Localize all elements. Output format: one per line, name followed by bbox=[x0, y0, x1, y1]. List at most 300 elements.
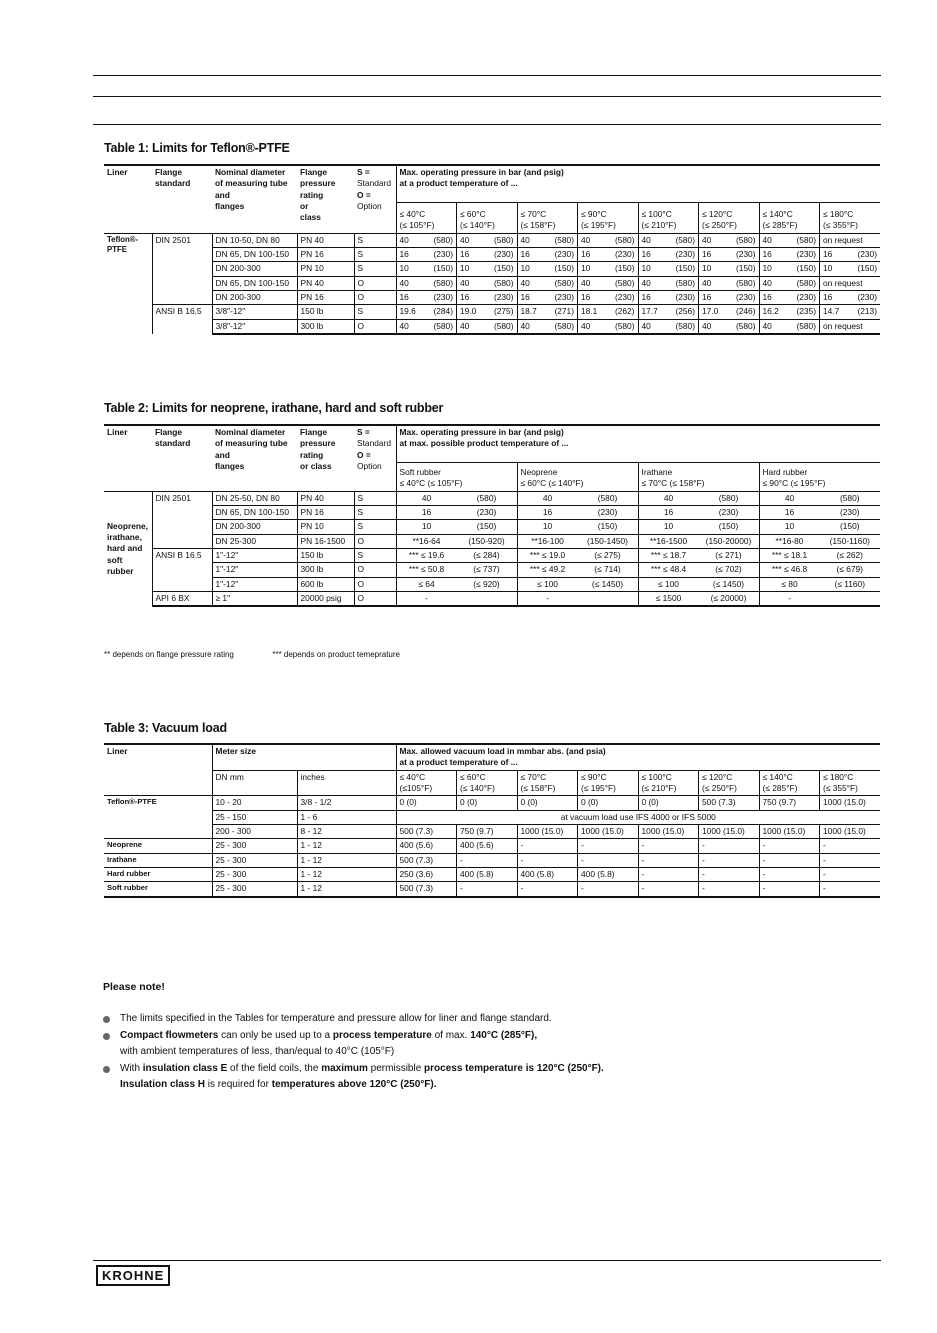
standard-option-cell: O bbox=[354, 276, 396, 290]
nominal-diameter-cell: 3/8"-12" bbox=[212, 319, 297, 334]
pressure-rating-header: Flange pressure rating or class bbox=[297, 425, 354, 491]
nominal-diameter-header: Nominal diameter of measuring tube and flanges bbox=[212, 165, 297, 233]
psig-value-cell: (≤ 20000) bbox=[699, 592, 760, 607]
vacuum-value-cell: 500 (7.3) bbox=[396, 853, 457, 867]
psig-value-cell: (230) bbox=[699, 506, 760, 520]
pressure-value-cell: 40 (580) bbox=[699, 233, 760, 247]
pressure-value-cell: 16 (230) bbox=[820, 291, 881, 305]
vacuum-value-cell: - bbox=[759, 882, 820, 897]
temperature-header: ≤ 60°C (≤ 140°F) bbox=[457, 203, 518, 234]
header-rule-1 bbox=[93, 75, 881, 76]
meter-size-header: Meter size bbox=[212, 744, 396, 770]
liner-header: Liner bbox=[104, 165, 152, 233]
psig-value-cell bbox=[457, 592, 518, 607]
standard-option-header: S = Standard O = Option bbox=[354, 165, 396, 233]
vacuum-value-cell: - bbox=[578, 839, 639, 853]
pressure-value-cell: 40 (580) bbox=[638, 276, 699, 290]
pressure-value-cell: ≤ 80 bbox=[759, 577, 820, 591]
vacuum-value-cell: 1000 (15.0) bbox=[699, 825, 760, 839]
pressure-value-cell: 40 (580) bbox=[638, 319, 699, 334]
nominal-diameter-cell: DN 65, DN 100-150 bbox=[212, 276, 297, 290]
pressure-value-cell: 40 (580) bbox=[759, 233, 820, 247]
psig-value-cell: (580) bbox=[457, 491, 518, 505]
notes-title: Please note! bbox=[103, 981, 165, 993]
vacuum-value-cell: 1000 (15.0) bbox=[759, 825, 820, 839]
temperature-header: ≤ 180°C (≤ 355°F) bbox=[820, 770, 881, 796]
temperature-header: ≤ 40°C (≤105°F) bbox=[396, 770, 457, 796]
notes-list bbox=[103, 1011, 604, 1094]
nominal-diameter-cell: 3/8"-12" bbox=[212, 305, 297, 319]
table3-title: Table 3: Vacuum load bbox=[104, 721, 227, 735]
pressure-rating-cell: 20000 psig bbox=[297, 592, 354, 607]
pressure-value-cell: 16 (230) bbox=[578, 248, 639, 262]
pressure-value-cell: - bbox=[517, 592, 578, 607]
temperature-header: ≤ 120°C (≤ 250°F) bbox=[699, 203, 760, 234]
pressure-value-cell: 16 bbox=[517, 506, 578, 520]
pressure-value-cell: *** ≤ 48.4 bbox=[638, 563, 699, 577]
pressure-rating-cell: 300 lb bbox=[297, 319, 354, 334]
table-row bbox=[104, 868, 880, 882]
pressure-value-cell: 40 (580) bbox=[759, 319, 820, 334]
pressure-rating-cell: 150 lb bbox=[297, 305, 354, 319]
psig-value-cell: (≤ 1450) bbox=[699, 577, 760, 591]
pressure-value-cell: 19.6 (284) bbox=[396, 305, 457, 319]
psig-value-cell: (≤ 284) bbox=[457, 549, 518, 563]
psig-value-cell: (150) bbox=[578, 520, 639, 534]
standard-option-cell: S bbox=[354, 520, 396, 534]
vacuum-value-cell: - bbox=[759, 853, 820, 867]
pressure-value-cell: 40 bbox=[396, 491, 457, 505]
temperature-header: ≤ 120°C (≤ 250°F) bbox=[699, 770, 760, 796]
temperature-header: ≤ 100°C (≤ 210°F) bbox=[638, 770, 699, 796]
vacuum-value-cell: - bbox=[517, 839, 578, 853]
standard-option-cell: O bbox=[354, 319, 396, 334]
pressure-value-cell: - bbox=[759, 592, 820, 607]
header-rule-3 bbox=[93, 124, 881, 125]
pressure-rating-cell: PN 16 bbox=[297, 248, 354, 262]
liner-cell: Hard rubber bbox=[104, 868, 212, 882]
standard-option-cell: O bbox=[354, 291, 396, 305]
dn-mm-header: DN mm bbox=[212, 770, 297, 796]
inches-cell: 1 - 12 bbox=[297, 882, 396, 897]
table-row bbox=[104, 491, 880, 505]
pressure-value-cell: 16 (230) bbox=[759, 248, 820, 262]
nominal-diameter-cell: DN 25-50, DN 80 bbox=[212, 491, 297, 505]
liner-header: Liner bbox=[104, 425, 152, 491]
pressure-value-cell: 16 (230) bbox=[396, 248, 457, 262]
standard-option-cell: O bbox=[354, 592, 396, 607]
vacuum-value-cell: - bbox=[699, 868, 760, 882]
pressure-value-cell: 10 bbox=[638, 520, 699, 534]
nominal-diameter-cell: DN 65, DN 100-150 bbox=[212, 506, 297, 520]
table-row bbox=[104, 262, 880, 276]
bullet-icon bbox=[103, 1033, 110, 1040]
inches-cell: 1 - 12 bbox=[297, 853, 396, 867]
vacuum-value-cell: - bbox=[578, 882, 639, 897]
pressure-rating-cell: PN 40 bbox=[297, 233, 354, 247]
nominal-diameter-cell: DN 10-50, DN 80 bbox=[212, 233, 297, 247]
table-header-row bbox=[104, 744, 880, 770]
flange-standard-cell: ANSI B 16.5 bbox=[152, 305, 212, 334]
vacuum-value-cell: 0 (0) bbox=[457, 796, 518, 810]
max-pressure-header: Max. operating pressure in bar (and psig) at max. possible product temperature of ... bbox=[396, 425, 880, 463]
table2 bbox=[104, 424, 880, 607]
pressure-rating-cell: PN 16-1500 bbox=[297, 534, 354, 548]
vacuum-value-cell: 500 (7.3) bbox=[699, 796, 760, 810]
pressure-rating-cell: PN 10 bbox=[297, 262, 354, 276]
header-rule-2 bbox=[93, 96, 881, 97]
pressure-value-cell: 16.2 (235) bbox=[759, 305, 820, 319]
psig-value-cell: (230) bbox=[820, 506, 881, 520]
pressure-value-cell: 40 bbox=[759, 491, 820, 505]
temperature-header: ≤ 40°C (≤ 105°F) bbox=[396, 203, 457, 234]
psig-value-cell: (150-1450) bbox=[578, 534, 639, 548]
table-header-row bbox=[104, 425, 880, 463]
vacuum-value-cell: 250 (3.6) bbox=[396, 868, 457, 882]
inches-cell: 1 - 6 bbox=[297, 810, 396, 824]
pressure-value-cell: 10 (150) bbox=[396, 262, 457, 276]
pressure-value-cell: 40 bbox=[638, 491, 699, 505]
pressure-value-cell: 18.7 (271) bbox=[517, 305, 578, 319]
inches-cell: 1 - 12 bbox=[297, 839, 396, 853]
table-row bbox=[104, 305, 880, 319]
pressure-value-cell: 16 (230) bbox=[699, 291, 760, 305]
inches-cell: 3/8 - 1/2 bbox=[297, 796, 396, 810]
table2-title: Table 2: Limits for neoprene, irathane, hard and soft rubber bbox=[104, 401, 444, 415]
pressure-value-cell: **16-1500 bbox=[638, 534, 699, 548]
inches-cell: 1 - 12 bbox=[297, 868, 396, 882]
vacuum-value-cell: - bbox=[820, 839, 881, 853]
standard-option-cell: S bbox=[354, 506, 396, 520]
nominal-diameter-cell: DN 65, DN 100-150 bbox=[212, 248, 297, 262]
pressure-value-cell: 40 (580) bbox=[699, 319, 760, 334]
standard-option-cell: S bbox=[354, 305, 396, 319]
table-row bbox=[104, 839, 880, 853]
psig-value-cell: (580) bbox=[578, 491, 639, 505]
pressure-value-cell: ≤ 100 bbox=[638, 577, 699, 591]
psig-value-cell: (≤ 702) bbox=[699, 563, 760, 577]
standard-option-cell: O bbox=[354, 577, 396, 591]
pressure-value-cell: on request bbox=[820, 233, 881, 247]
vacuum-value-cell: - bbox=[517, 882, 578, 897]
pressure-value-cell: 10 (150) bbox=[578, 262, 639, 276]
psig-value-cell: (150-20000) bbox=[699, 534, 760, 548]
pressure-rating-cell: PN 10 bbox=[297, 520, 354, 534]
standard-option-cell: S bbox=[354, 248, 396, 262]
table-row bbox=[104, 592, 880, 607]
standard-option-cell: S bbox=[354, 491, 396, 505]
vacuum-value-cell: - bbox=[699, 839, 760, 853]
pressure-value-cell: 40 (580) bbox=[638, 233, 699, 247]
vacuum-value-cell: 0 (0) bbox=[396, 796, 457, 810]
pressure-value-cell: 40 (580) bbox=[517, 233, 578, 247]
bullet-icon bbox=[103, 1016, 110, 1023]
liner-group-header: Hard rubber ≤ 90°C (≤ 195°F) bbox=[759, 463, 880, 492]
pressure-value-cell: 10 (150) bbox=[699, 262, 760, 276]
pressure-value-cell: 10 bbox=[759, 520, 820, 534]
note-item-continued: Insulation class H is required for temperatures above 120°C (250°F). bbox=[120, 1079, 437, 1090]
psig-value-cell: (230) bbox=[457, 506, 518, 520]
vacuum-value-cell: 1000 (15.0) bbox=[517, 825, 578, 839]
pressure-value-cell: 10 bbox=[396, 520, 457, 534]
vacuum-value-cell: 0 (0) bbox=[638, 796, 699, 810]
standard-option-cell: O bbox=[354, 563, 396, 577]
table1-title: Table 1: Limits for Teflon®-PTFE bbox=[104, 141, 290, 155]
pressure-value-cell: 16 (230) bbox=[699, 248, 760, 262]
standard-option-cell: S bbox=[354, 549, 396, 563]
table-header-row bbox=[104, 165, 880, 203]
liner-group-header: Soft rubber ≤ 40°C (≤ 105°F) bbox=[396, 463, 517, 492]
vacuum-value-cell: 400 (5.8) bbox=[457, 868, 518, 882]
pressure-value-cell: 17.7 (256) bbox=[638, 305, 699, 319]
liner-cell: Irathane bbox=[104, 853, 212, 867]
pressure-value-cell: 40 (580) bbox=[396, 233, 457, 247]
vacuum-value-cell: 400 (5.6) bbox=[396, 839, 457, 853]
pressure-value-cell: 40 (580) bbox=[396, 276, 457, 290]
liner-cell: Teflon®-PTFE bbox=[104, 796, 212, 839]
nominal-diameter-cell: ≥ 1" bbox=[212, 592, 297, 607]
dn-mm-cell: 10 - 20 bbox=[212, 796, 297, 810]
dn-mm-cell: 200 - 300 bbox=[212, 825, 297, 839]
psig-value-cell: (150) bbox=[820, 520, 881, 534]
pressure-value-cell: 17.0 (246) bbox=[699, 305, 760, 319]
pressure-value-cell: 16 (230) bbox=[578, 291, 639, 305]
vacuum-value-cell: 750 (9.7) bbox=[457, 825, 518, 839]
standard-option-cell: O bbox=[354, 534, 396, 548]
pressure-rating-cell: PN 40 bbox=[297, 491, 354, 505]
nominal-diameter-header: Nominal diameter of measuring tube and flanges bbox=[212, 425, 297, 491]
pressure-rating-cell: 300 lb bbox=[297, 563, 354, 577]
flange-standard-cell: API 6 BX bbox=[152, 592, 212, 607]
max-pressure-header: Max. operating pressure in bar (and psig) at a product temperature of ... bbox=[396, 165, 880, 203]
pressure-value-cell: 40 (580) bbox=[517, 319, 578, 334]
dn-mm-cell: 25 - 300 bbox=[212, 839, 297, 853]
dn-mm-cell: 25 - 300 bbox=[212, 868, 297, 882]
temperature-header: ≤ 90°C (≤ 195°F) bbox=[578, 203, 639, 234]
table-row bbox=[104, 233, 880, 247]
vacuum-value-cell: - bbox=[578, 853, 639, 867]
pressure-value-cell: 18.1 (262) bbox=[578, 305, 639, 319]
pressure-value-cell: on request bbox=[820, 276, 881, 290]
dn-mm-cell: 25 - 300 bbox=[212, 882, 297, 897]
flange-standard-header: Flange standard bbox=[152, 165, 212, 233]
psig-value-cell: (≤ 271) bbox=[699, 549, 760, 563]
nominal-diameter-cell: DN 25-300 bbox=[212, 534, 297, 548]
psig-value-cell: (≤ 1450) bbox=[578, 577, 639, 591]
temperature-header: ≤ 70°C (≤ 158°F) bbox=[517, 203, 578, 234]
flange-standard-cell: ANSI B 16.5 bbox=[152, 549, 212, 592]
vacuum-value-cell: - bbox=[820, 868, 881, 882]
temperature-header: ≤ 60°C (≤ 140°F) bbox=[457, 770, 518, 796]
pressure-value-cell: 10 (150) bbox=[638, 262, 699, 276]
psig-value-cell: (≤ 737) bbox=[457, 563, 518, 577]
pressure-value-cell: 40 (580) bbox=[759, 276, 820, 290]
temperature-header: ≤ 100°C (≤ 210°F) bbox=[638, 203, 699, 234]
psig-value-cell: (150-1160) bbox=[820, 534, 881, 548]
psig-value-cell: (150) bbox=[457, 520, 518, 534]
liner-cell: Soft rubber bbox=[104, 882, 212, 897]
pressure-value-cell: 14.7 (213) bbox=[820, 305, 881, 319]
vacuum-value-cell: - bbox=[699, 882, 760, 897]
footer-rule bbox=[93, 1260, 881, 1261]
table-row bbox=[104, 549, 880, 563]
vacuum-value-cell: - bbox=[457, 853, 518, 867]
pressure-rating-cell: PN 16 bbox=[297, 291, 354, 305]
pressure-rating-header: Flange pressure rating or class bbox=[297, 165, 354, 233]
pressure-rating-cell: PN 16 bbox=[297, 506, 354, 520]
pressure-value-cell: *** ≤ 49.2 bbox=[517, 563, 578, 577]
temperature-header: ≤ 180°C (≤ 355°F) bbox=[820, 203, 881, 234]
pressure-value-cell: *** ≤ 50.8 bbox=[396, 563, 457, 577]
psig-value-cell: (≤ 275) bbox=[578, 549, 639, 563]
pressure-value-cell: 40 (580) bbox=[457, 233, 518, 247]
liner-header: Liner bbox=[104, 744, 212, 796]
table-row bbox=[104, 291, 880, 305]
vacuum-value-cell: 1000 (15.0) bbox=[578, 825, 639, 839]
vacuum-value-cell: - bbox=[638, 839, 699, 853]
vacuum-value-cell: - bbox=[517, 853, 578, 867]
pressure-value-cell: ≤ 1500 bbox=[638, 592, 699, 607]
vacuum-value-cell: 750 (9.7) bbox=[759, 796, 820, 810]
nominal-diameter-cell: DN 200-300 bbox=[212, 291, 297, 305]
pressure-value-cell: 16 bbox=[396, 506, 457, 520]
table-row bbox=[104, 563, 880, 577]
pressure-value-cell: *** ≤ 19.6 bbox=[396, 549, 457, 563]
vacuum-value-cell: 500 (7.3) bbox=[396, 882, 457, 897]
vacuum-value-cell: 400 (5.8) bbox=[517, 868, 578, 882]
pressure-rating-cell: PN 40 bbox=[297, 276, 354, 290]
pressure-value-cell: 40 (580) bbox=[699, 276, 760, 290]
pressure-value-cell: 40 (580) bbox=[578, 233, 639, 247]
table3 bbox=[104, 743, 880, 898]
standard-option-cell: S bbox=[354, 262, 396, 276]
table-row bbox=[104, 276, 880, 290]
table-row bbox=[104, 506, 880, 520]
pressure-value-cell: **16-64 bbox=[396, 534, 457, 548]
liner-group-header: Neoprene ≤ 60°C (≤ 140°F) bbox=[517, 463, 638, 492]
vacuum-load-header: Max. allowed vacuum load in mmbar abs. (and psia) at a product temperature of ... bbox=[396, 744, 880, 770]
pressure-value-cell: 10 (150) bbox=[457, 262, 518, 276]
pressure-value-cell: **16-100 bbox=[517, 534, 578, 548]
pressure-value-cell: - bbox=[396, 592, 457, 607]
pressure-value-cell: 40 (580) bbox=[396, 319, 457, 334]
vacuum-value-cell: - bbox=[820, 882, 881, 897]
psig-value-cell: (≤ 714) bbox=[578, 563, 639, 577]
footnote-flange-rating: ** depends on flange pressure rating bbox=[104, 650, 234, 659]
flange-standard-header: Flange standard bbox=[152, 425, 212, 491]
pressure-value-cell: 16 (230) bbox=[457, 248, 518, 262]
liner-cell: Neoprene bbox=[104, 839, 212, 853]
pressure-rating-cell: 150 lb bbox=[297, 549, 354, 563]
table-row bbox=[104, 853, 880, 867]
table-row bbox=[104, 810, 880, 824]
table-row bbox=[104, 319, 880, 334]
liner-group-header: Irathane ≤ 70°C (≤ 158°F) bbox=[638, 463, 759, 492]
pressure-value-cell: 10 (150) bbox=[820, 262, 881, 276]
pressure-value-cell: 19.0 (275) bbox=[457, 305, 518, 319]
nominal-diameter-cell: DN 200-300 bbox=[212, 262, 297, 276]
inches-header: inches bbox=[297, 770, 396, 796]
vacuum-value-cell: - bbox=[638, 853, 699, 867]
vacuum-value-cell: - bbox=[638, 882, 699, 897]
pressure-value-cell: 16 bbox=[638, 506, 699, 520]
table-row bbox=[104, 825, 880, 839]
vacuum-value-cell: - bbox=[638, 868, 699, 882]
pressure-rating-cell: 600 lb bbox=[297, 577, 354, 591]
temperature-header: ≤ 140°C (≤ 285°F) bbox=[759, 770, 820, 796]
table-row bbox=[104, 796, 880, 810]
psig-value-cell: (≤ 679) bbox=[820, 563, 881, 577]
vacuum-value-cell: - bbox=[759, 868, 820, 882]
flange-standard-cell: DIN 2501 bbox=[152, 491, 212, 548]
note-item: The limits specified in the Tables for temperature and pressure allow for liner and flange standard. bbox=[103, 1011, 604, 1028]
table-row bbox=[104, 248, 880, 262]
vacuum-value-cell: 1000 (15.0) bbox=[820, 796, 881, 810]
pressure-value-cell: 16 (230) bbox=[820, 248, 881, 262]
pressure-value-cell: *** ≤ 18.1 bbox=[759, 549, 820, 563]
vacuum-note-cell: at vacuum load use IFS 4000 or IFS 5000 bbox=[396, 810, 880, 824]
pressure-value-cell: 10 bbox=[517, 520, 578, 534]
psig-value-cell bbox=[578, 592, 639, 607]
temperature-header: ≤ 140°C (≤ 285°F) bbox=[759, 203, 820, 234]
vacuum-value-cell: 500 (7.3) bbox=[396, 825, 457, 839]
temperature-header: ≤ 90°C (≤ 195°F) bbox=[578, 770, 639, 796]
pressure-value-cell: 16 (230) bbox=[457, 291, 518, 305]
pressure-value-cell: 16 (230) bbox=[638, 248, 699, 262]
table-row bbox=[104, 534, 880, 548]
table-row bbox=[104, 882, 880, 897]
nominal-diameter-cell: 1"-12" bbox=[212, 549, 297, 563]
pressure-value-cell: on request bbox=[820, 319, 881, 334]
psig-value-cell: (150) bbox=[699, 520, 760, 534]
note-item-continued: with ambient temperatures of less, than/equal to 40°C (105°F) bbox=[120, 1046, 395, 1057]
flange-standard-cell: DIN 2501 bbox=[152, 233, 212, 247]
psig-value-cell: (≤ 1160) bbox=[820, 577, 881, 591]
dn-mm-cell: 25 - 150 bbox=[212, 810, 297, 824]
pressure-value-cell: 16 (230) bbox=[517, 291, 578, 305]
table2-footnotes bbox=[104, 650, 400, 659]
nominal-diameter-cell: DN 200-300 bbox=[212, 520, 297, 534]
pressure-value-cell: 16 bbox=[759, 506, 820, 520]
flange-standard-cell bbox=[152, 248, 212, 305]
vacuum-value-cell: 1000 (15.0) bbox=[638, 825, 699, 839]
bullet-icon bbox=[103, 1066, 110, 1073]
vacuum-value-cell: - bbox=[759, 839, 820, 853]
pressure-value-cell: **16-80 bbox=[759, 534, 820, 548]
pressure-value-cell: *** ≤ 19.0 bbox=[517, 549, 578, 563]
vacuum-value-cell: 400 (5.8) bbox=[578, 868, 639, 882]
krohne-logo: KROHNE bbox=[96, 1265, 170, 1286]
pressure-value-cell: 10 (150) bbox=[759, 262, 820, 276]
pressure-value-cell: 16 (230) bbox=[759, 291, 820, 305]
note-item: Compact flowmeters can only be used up to a process temperature of max. 140°C (285°F), bbox=[103, 1028, 604, 1045]
pressure-value-cell: 16 (230) bbox=[396, 291, 457, 305]
table-row bbox=[104, 520, 880, 534]
pressure-value-cell: 40 bbox=[517, 491, 578, 505]
psig-value-cell bbox=[820, 592, 881, 607]
nominal-diameter-cell: 1"-12" bbox=[212, 563, 297, 577]
table1 bbox=[104, 164, 880, 335]
pressure-value-cell: 40 (580) bbox=[457, 276, 518, 290]
pressure-value-cell: ≤ 64 bbox=[396, 577, 457, 591]
standard-option-header: S = Standard O = Option bbox=[354, 425, 396, 491]
inches-cell: 8 - 12 bbox=[297, 825, 396, 839]
vacuum-value-cell: 1000 (15.0) bbox=[820, 825, 881, 839]
pressure-value-cell: 40 (580) bbox=[578, 319, 639, 334]
psig-value-cell: (580) bbox=[699, 491, 760, 505]
nominal-diameter-cell: 1"-12" bbox=[212, 577, 297, 591]
psig-value-cell: (≤ 920) bbox=[457, 577, 518, 591]
